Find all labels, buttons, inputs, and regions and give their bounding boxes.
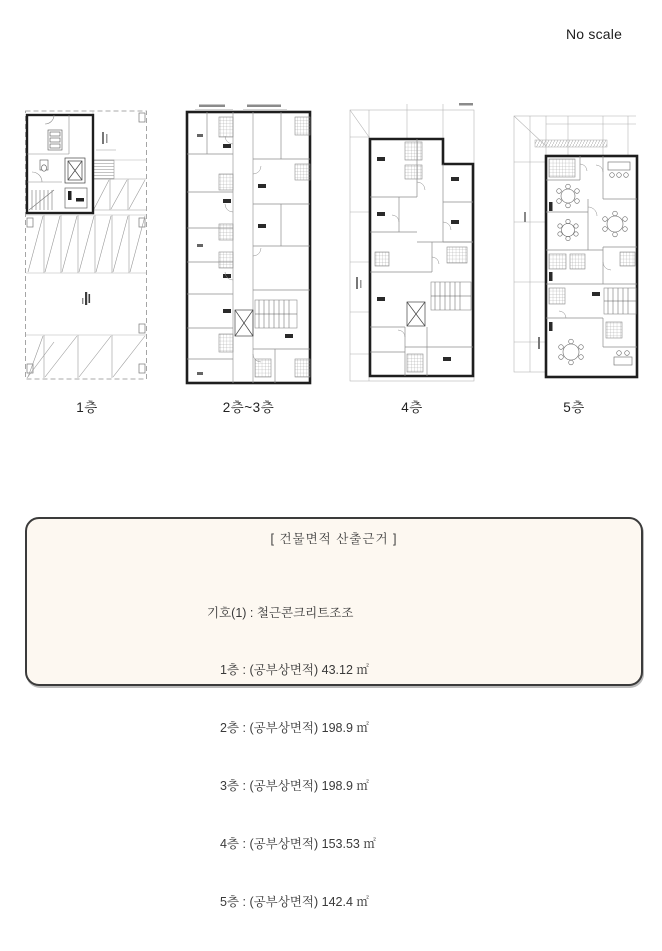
floor-label-4f: 4층 bbox=[401, 400, 423, 415]
floor-plan-5f bbox=[508, 102, 640, 384]
area-calculation-box bbox=[25, 517, 643, 910]
scale-note: No scale bbox=[566, 26, 623, 42]
floor-plan-4f bbox=[347, 102, 477, 384]
area-line-1f: 1층 : (공부상면적) 43.12 ㎡ bbox=[220, 663, 369, 678]
area-box-title: [ 건물면적 산출근거 ] bbox=[270, 532, 398, 546]
plan2-dimension-text bbox=[195, 105, 287, 110]
area-line-3f: 3층 : (공부상면적) 198.9 ㎡ bbox=[220, 779, 369, 794]
floor-plan-2f-3f-drawing bbox=[185, 104, 312, 386]
area-box-lines bbox=[207, 565, 376, 951]
area-line-2f: 2층 : (공부상면적) 198.9 ㎡ bbox=[220, 721, 369, 736]
plan1-rotated-annotation bbox=[82, 292, 90, 305]
floor-label-1f: 1층 bbox=[76, 400, 98, 415]
plan4-roof-hatch bbox=[535, 140, 607, 147]
area-line-5f: 5층 : (공부상면적) 142.4 ㎡ bbox=[220, 895, 369, 910]
floor-label-2f-3f: 2층~3층 bbox=[222, 400, 275, 415]
floor-plan-4f-drawing bbox=[347, 102, 477, 384]
plan4-annotations bbox=[524, 212, 540, 349]
area-line-symbol: 기호(1) : 철근콘크리트조조 bbox=[207, 605, 354, 620]
area-line-4f: 4층 : (공부상면적) 153.53 ㎡ bbox=[220, 837, 376, 852]
floor-plan-5f-drawing bbox=[508, 102, 640, 384]
floor-plan-2f-3f bbox=[185, 104, 312, 386]
floor-plan-1f-drawing bbox=[24, 102, 150, 388]
floor-label-5f: 5층 bbox=[563, 400, 585, 415]
plan1-dimension-text bbox=[96, 132, 116, 150]
floor-plan-1f bbox=[24, 102, 150, 388]
